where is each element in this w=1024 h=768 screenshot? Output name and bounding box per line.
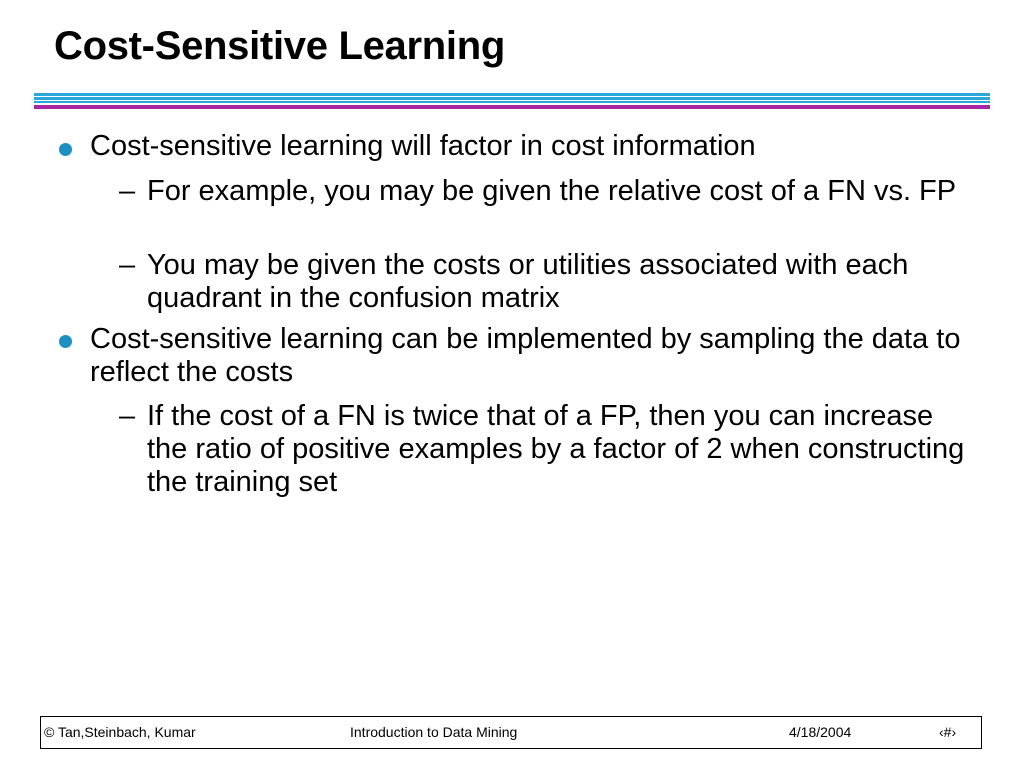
slide-footer — [40, 716, 982, 749]
bullet-dot-icon — [59, 335, 72, 348]
footer-course: Introduction to Data Mining — [350, 724, 518, 740]
dash-icon: – — [119, 400, 136, 432]
dash-icon: – — [119, 175, 136, 207]
footer-page-number: ‹#› — [939, 724, 957, 740]
bullet-1-sub-2-text: You may be given the costs or utilities associated with each quadrant in the confusion matrix — [147, 249, 909, 314]
dash-icon: – — [119, 249, 136, 281]
footer-authors: © Tan,Steinbach, Kumar — [44, 724, 196, 740]
footer-date: 4/18/2004 — [789, 724, 852, 740]
title-rule-magenta — [34, 105, 990, 109]
bullet-dot-icon — [59, 143, 72, 156]
title-rule-blue-middle — [34, 97, 990, 100]
bullet-2-sub-1-text: If the cost of a FN is twice that of a FP, then you can increase the ratio of positive examples by a factor of 2 when constructing the training set — [147, 400, 965, 498]
slide-title: Cost-Sensitive Learning — [54, 24, 505, 68]
bullet-2-text: Cost-sensitive learning can be implemented by sampling the data to reflect the costs — [90, 323, 961, 388]
title-rule-blue-top — [34, 93, 990, 96]
bullet-1-text: Cost-sensitive learning will factor in cost information — [90, 130, 756, 162]
title-rule-blue-bottom — [34, 101, 990, 103]
bullet-1-sub-1-text: For example, you may be given the relative cost of a FN vs. FP — [147, 175, 957, 207]
